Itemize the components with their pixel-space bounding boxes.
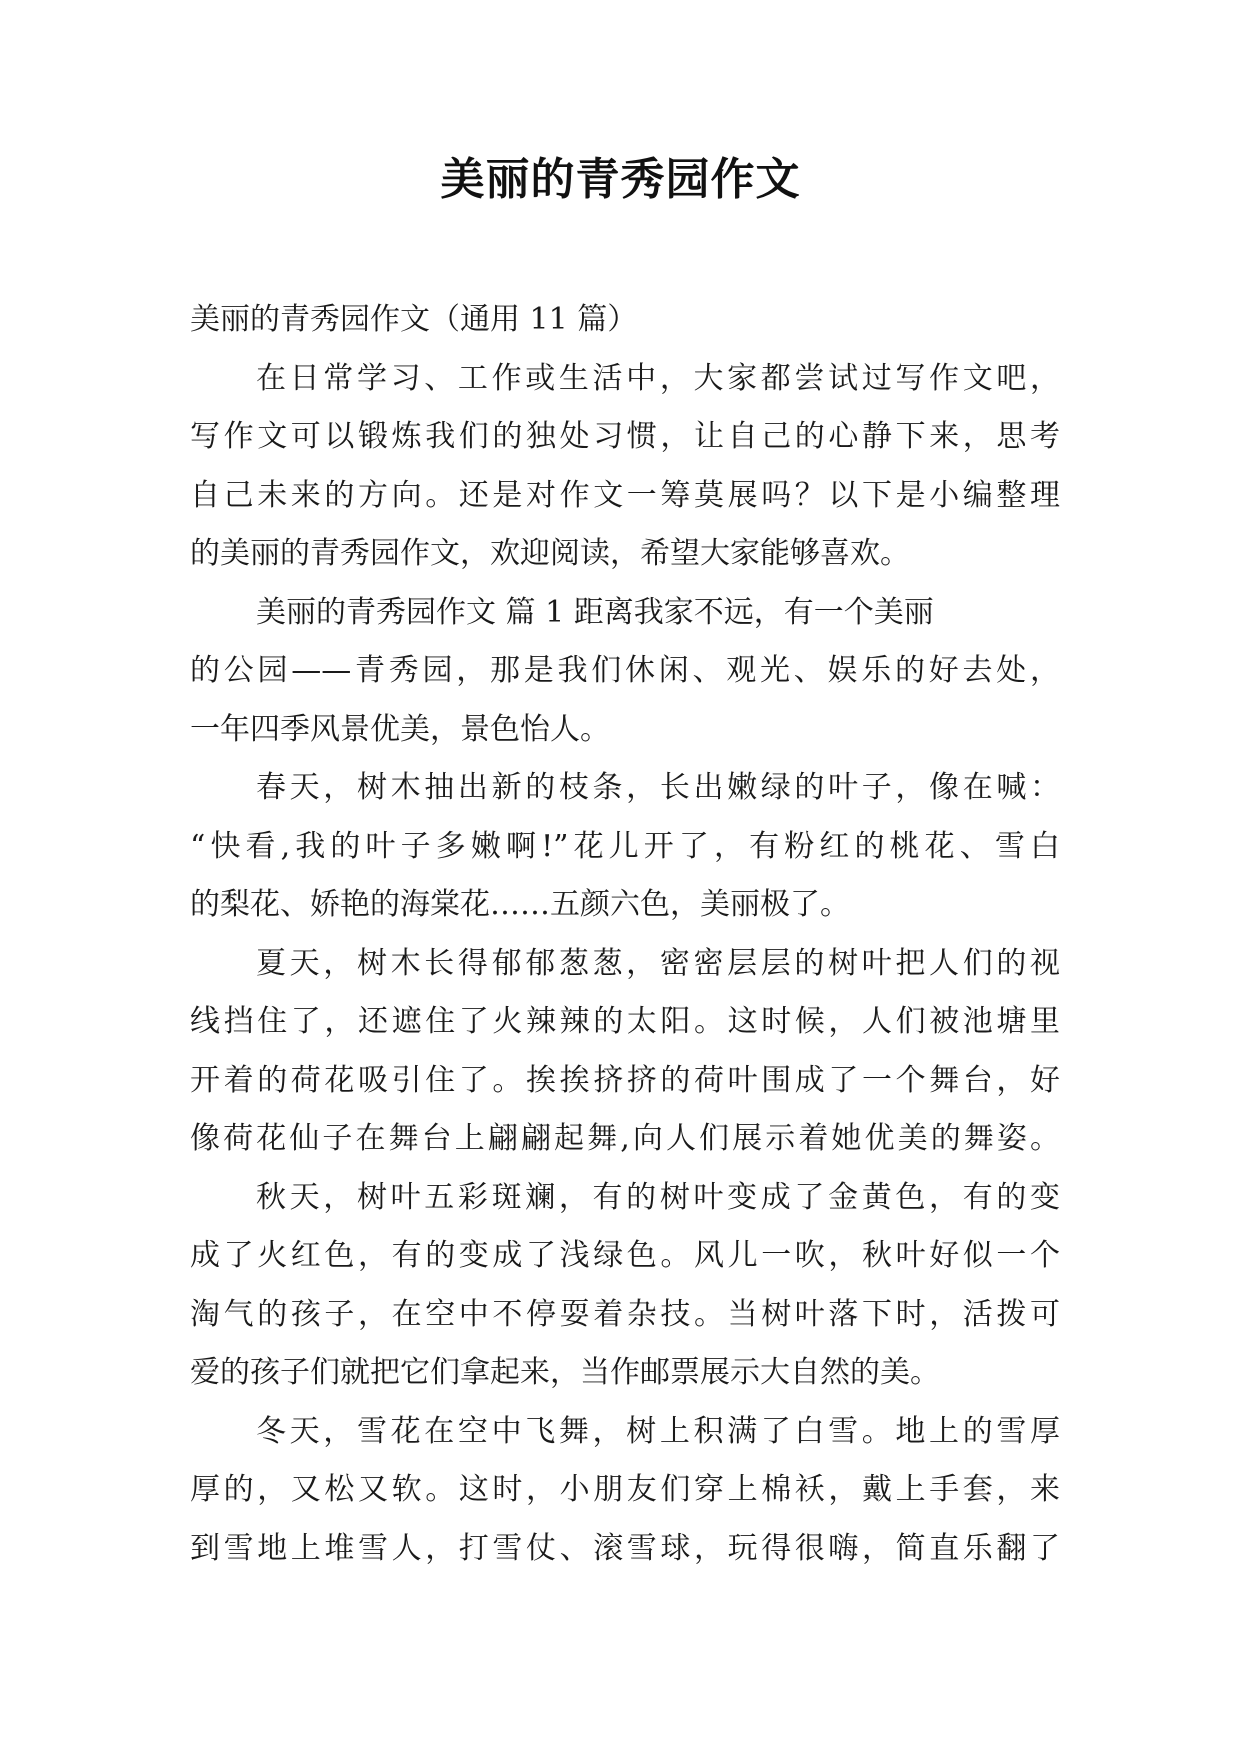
text-line: 线挡住了，还遮住了火辣辣的太阳。这时候，人们被池塘里 xyxy=(190,1004,1060,1039)
page-title: 美丽的青秀园作文 xyxy=(440,154,801,205)
text-line: 像荷花仙子在舞台上翩翩起舞,向人们展示着她优美的舞姿。 xyxy=(190,1121,1060,1156)
text-line: 一年四季风景优美，景色怡人。 xyxy=(190,711,610,747)
text-line: 在日常学习、工作或生活中，大家都尝试过写作文吧， xyxy=(256,360,1060,396)
text-line: 的梨花、娇艳的海棠花……五颜六色，美丽极了。 xyxy=(190,887,850,922)
text-line: 成了火红色，有的变成了浅绿色。风儿一吹，秋叶好似一个 xyxy=(190,1238,1060,1273)
text-line: 春天，树木抽出新的枝条，长出嫩绿的叶子，像在喊： xyxy=(256,770,1060,805)
text-line: 夏天，树木长得郁郁葱葱，密密层层的树叶把人们的视 xyxy=(256,945,1060,981)
text-line: 厚的，又松又软。这时，小朋友们穿上棉袄，戴上手套，来 xyxy=(190,1472,1060,1507)
text-line: 开着的荷花吸引住了。挨挨挤挤的荷叶围成了一个舞台，好 xyxy=(190,1062,1060,1098)
text-line: 爱的孩子们就把它们拿起来，当作邮票展示大自然的美。 xyxy=(190,1355,940,1390)
text-line: 淘气的孩子，在空中不停耍着杂技。当树叶落下时，活拨可 xyxy=(190,1296,1060,1332)
text-line: 美丽的青秀园作文（通用 11 篇） xyxy=(190,302,638,337)
text-line: 秋天，树叶五彩斑斓，有的树叶变成了金黄色，有的变 xyxy=(256,1179,1060,1215)
text-line: “快看,我的叶子多嫩啊!”花儿开了，有粉红的桃花、雪白 xyxy=(190,828,1060,864)
text-line: 冬天，雪花在空中飞舞，树上积满了白雪。地上的雪厚 xyxy=(256,1413,1060,1449)
text-line: 到雪地上堆雪人，打雪仗、滚雪球，玩得很嗨，简直乐翻了 xyxy=(190,1530,1060,1566)
document-body xyxy=(190,291,1060,1578)
text-line: 美丽的青秀园作文 篇 1 距离我家不远，有一个美丽 xyxy=(256,594,934,630)
text-line: 自己未来的方向。还是对作文一筹莫展吗？以下是小编整理 xyxy=(190,477,1060,513)
text-line: 的美丽的青秀园作文，欢迎阅读，希望大家能够喜欢。 xyxy=(190,536,910,571)
text-line: 的公园——青秀园，那是我们休闲、观光、娱乐的好去处， xyxy=(190,653,1060,688)
text-line: 写作文可以锻炼我们的独处习惯，让自己的心静下来，思考 xyxy=(190,419,1060,454)
